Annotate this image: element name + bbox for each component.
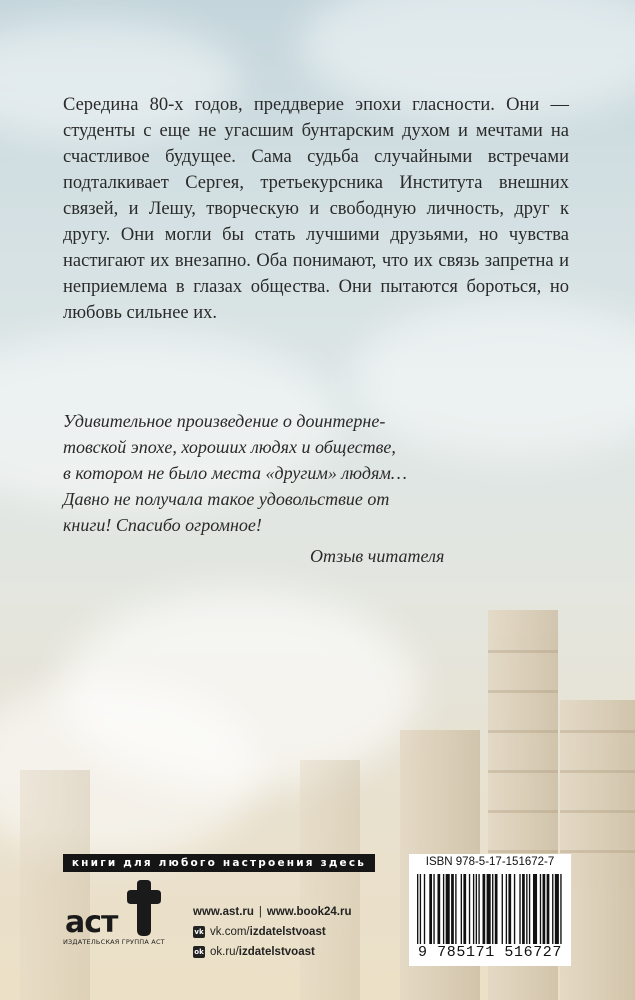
barcode-bar [461,874,462,944]
isbn-label: ISBN 978-5-17-151672-7 [425,856,555,868]
barcode-bar [429,874,432,944]
barcode-bar [540,874,541,944]
website-row [193,902,351,922]
barcode-bar [495,874,498,944]
barcode-bar [543,874,546,944]
barcode-bar [443,874,444,944]
barcode-bars [417,874,563,944]
vk-prefix: vk.com/ [210,926,250,938]
barcode-bar [508,874,511,944]
barcode-bar [446,874,450,944]
barcode-bar [555,874,559,944]
barcode-bar [519,874,520,944]
publisher-links [193,902,351,962]
barcode-bar [433,874,434,944]
barcode-bar [514,874,515,944]
barcode-digits: 9 785171 516727 [417,944,563,961]
book24-site-link[interactable]: www.book24.ru [266,906,352,918]
reader-quote [63,408,543,538]
barcode-bar [469,874,470,944]
barcode-bar [529,874,530,944]
barcode-bar [483,874,486,944]
barcode-bar [552,874,553,944]
barcode-bar [526,874,527,944]
barcode-bar [478,874,479,944]
barcode-bar [502,874,503,944]
quote-line: в котором не было места «другим» людям… [63,463,407,483]
quote-line: Удивительное произведение о доинтерне- [63,411,386,431]
book-description: Середина 80-х годов, преддверие эпохи гласности. Они — студенты с еще не угасшим бунтарским духом и мечтами на счастливое будущее. Сама судьба случайными встречами подталкивает Сергея, третьекурсника Института внешних связей, и Лешу, творческую и свободную личность, друг к другу. Они могли бы стать лучшими друзьями, но чувства настигают их внезапно. Оба понимают, что их связь запретна и неприемлема в глазах общества. Они пытаются бороться, но любовь сильнее их. [63,95,569,323]
odnoklassniki-icon: ok [194,948,204,956]
ok-prefix: ok.ru/ [210,946,239,958]
barcode-bar [451,874,454,944]
barcode-bar [476,874,477,944]
building-right-edge [560,700,635,1000]
quote-attribution: Отзыв читателя [310,546,445,566]
vk-icon: vk [194,928,204,936]
barcode-bar [560,874,561,944]
barcode-bar [463,874,466,944]
quote-line: книги! Спасибо огромное! [63,515,262,535]
barcode-bar [547,874,550,944]
barcode-bar [455,874,456,944]
ok-handle: izdatelstvoast [238,946,315,958]
barcode-bar [487,874,491,944]
publisher-caption: ИЗДАТЕЛЬСКАЯ ГРУППА АСТ [63,938,165,946]
ok-link[interactable] [193,942,351,962]
vk-handle: izdatelstvoast [249,926,326,938]
barcode-bar [492,874,493,944]
barcode-bar [533,874,537,944]
barcode-block [409,854,571,966]
ast-site-link[interactable]: www.ast.ru [193,906,254,918]
building-far-center [300,760,360,1000]
barcode-bar [437,874,440,944]
vk-link[interactable] [193,922,351,942]
logo-text: аст [65,905,118,940]
barcode-bar [417,874,418,944]
barcode-bar [424,874,425,944]
quote-line: товской эпохе, хороших людях и обществе, [63,437,396,457]
barcode-bar [473,874,474,944]
barcode-bar [420,874,421,944]
quote-line: Давно не получала такое удовольствие от [63,489,390,509]
barcode-bar [506,874,507,944]
barcode-bar [522,874,525,944]
separator: | [258,906,262,918]
publisher-tagline: книги для любого настроения здесь [63,854,375,872]
